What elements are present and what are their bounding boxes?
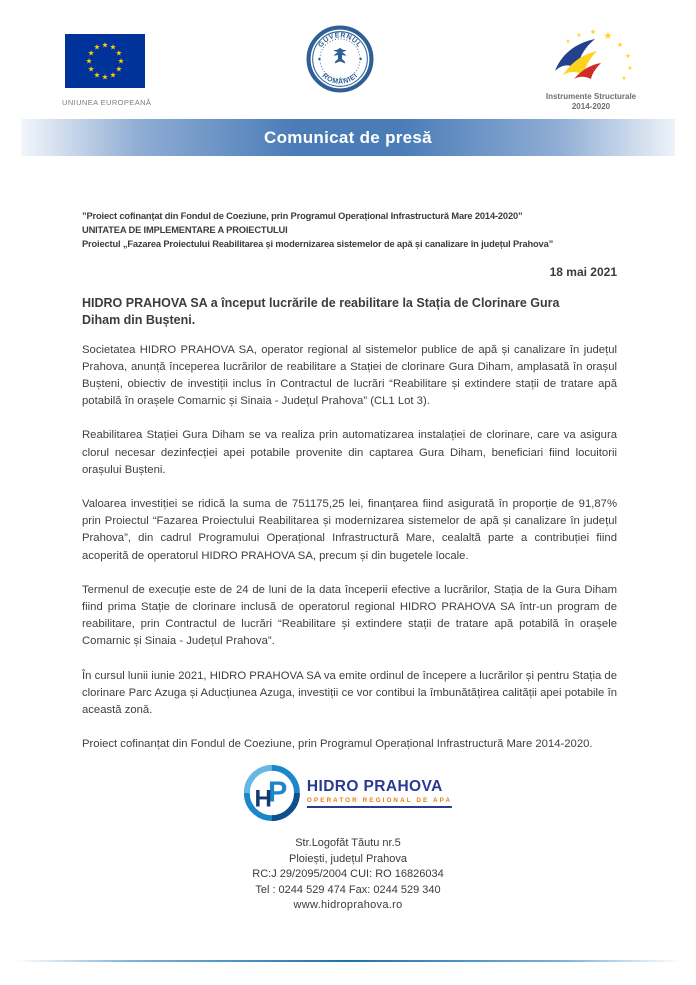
svg-text:★: ★ (109, 70, 117, 80)
press-release-banner (21, 119, 675, 156)
svg-text:★: ★ (87, 48, 95, 58)
svg-text:★: ★ (93, 42, 101, 52)
structural-instruments-label: Instrumente Structurale (545, 92, 637, 101)
paragraph-2: Reabilitarea Stației Gura Diham se va realiza prin automatizarea instalației de clorinare, care va asigura clorul necesar dezinfecției apei potabile provenite din captarea Gura Diham, beneficiari fiind locuitorii orașului Bușteni. (82, 429, 617, 476)
government-seal-logo (306, 25, 374, 93)
seal-bottom-text: ROMÂNIEI (320, 72, 360, 86)
svg-text:★: ★ (603, 31, 613, 42)
svg-text:★: ★ (621, 76, 627, 82)
contact-registration: RC:J 29/2095/2004 CUI: RO 16826034 (252, 868, 444, 881)
monogram-h: H (254, 785, 272, 813)
contact-phone-fax: Tel : 0244 529 474 Fax: 0244 529 340 (255, 883, 441, 896)
svg-text:★: ★ (565, 39, 571, 45)
eu-flag-icon (65, 34, 145, 88)
svg-text:★: ★ (85, 56, 93, 66)
intro-line-1: ”Proiect cofinanțat din Fondul de Coeziune, prin Programul Operațional Infrastructură Mare 2014-2020” (82, 211, 523, 221)
project-intro-block (82, 209, 617, 252)
banner-title: Comunicat de presă (264, 127, 432, 147)
company-tagline: OPERATOR REGIONAL DE APA (307, 797, 452, 808)
structural-instruments-logo (535, 25, 647, 112)
eu-flag-label: UNIUNEA EUROPEANĂ (62, 98, 152, 107)
svg-text:★: ★ (87, 64, 95, 74)
svg-text:★: ★ (115, 64, 123, 74)
hidro-prahova-icon (244, 765, 300, 821)
svg-text:★: ★ (616, 41, 624, 49)
monogram-p: P (268, 776, 288, 809)
svg-text:★: ★ (115, 48, 123, 58)
footer-divider (14, 960, 682, 962)
svg-text:★: ★ (101, 72, 109, 82)
svg-text:★: ★ (109, 42, 117, 52)
paragraph-3: Valoarea investiției se ridică la suma de 751175,25 lei, finanțarea fiind asigurată în proporție de 91,87% prin Proiectul “Fazarea Proiectului Reabilitarea și modernizarea sistemelor de apă și canalizare în județul Prahova”, din cadrul Programului Operațional Infrastructură Mare, cealaltă parte a contribuției fiind acoperită de operatorul HIDRO PRAHOVA SA, precum și din bugetele locale. (82, 498, 617, 562)
contact-street: Str.Logofăt Tăutu nr.5 (295, 837, 401, 849)
government-seal-icon (306, 25, 374, 93)
release-date: 18 mai 2021 (549, 264, 617, 279)
svg-text:★: ★ (627, 65, 633, 72)
hidro-prahova-logo (244, 765, 452, 821)
svg-text:★: ★ (117, 56, 125, 66)
svg-text:★: ★ (101, 40, 109, 50)
website-link[interactable]: www.hidroprahova.ro (293, 899, 403, 912)
eu-flag-logo (62, 34, 152, 107)
svg-text:★: ★ (589, 28, 597, 36)
contact-block (0, 836, 696, 914)
intro-line-3: Proiectul „Fazarea Proiectului Reabilitarea și modernizarea sistemelor de apă și canalizare în județul Prahova” (82, 239, 554, 250)
document-body (82, 209, 617, 753)
contact-city: Ploiești, județul Prahova (288, 852, 407, 865)
svg-text:★: ★ (93, 70, 101, 80)
paragraph-6: Proiect cofinanțat din Fondul de Coeziune, prin Programul Operațional Infrastructură Mare 2014-2020. (82, 738, 593, 751)
seal-top-text: GUVERNUL (317, 32, 363, 50)
paragraph-4: Termenul de execuție este de 24 de luni de la data începerii efective a lucrărilor, Stația de la Gura Diham fiind prima Stație de clorinare inclusă de operatorul regional HIDRO PRAHOVA SA într-un program de reabilitare, prin Contractul de lucrări “Reabilitare și extindere stații de tratare apă potabilă în orașele Comarnic și Sinaia - Județul Prahova”. (82, 583, 617, 648)
structural-instruments-years: 2014-2020 (571, 102, 611, 111)
intro-line-2: UNITATEA DE IMPLEMENTARE A PROIECTULUI (82, 225, 288, 236)
company-name: HIDRO PRAHOVA (306, 778, 443, 795)
structural-instruments-icon (541, 25, 641, 85)
paragraph-1: Societatea HIDRO PRAHOVA SA, operator regional al sistemelor publice de apă și canalizare în județul Prahova, anunță începerea lucrărilor de reabilitare a Stației de clorinare Gura Diham, amplasată în orașul Bușteni, obiectiv de investiții inclus în Contractul de lucrări “Reabilitare și extindere stații de tratare apă potabilă în orașele Comarnic și Sinaia - Județul Prahova” (CL1 Lot 3). (82, 343, 617, 408)
svg-text:★: ★ (625, 52, 631, 60)
svg-text:★: ★ (576, 32, 582, 39)
paragraph-5: În cursul lunii iunie 2021, HIDRO PRAHOVA SA va emite ordinul de începere a lucrărilor și pentru Stația de clorinare Parc Azuga și Aducțiunea Azuga, investiții ce vor contibui la îmbunătățirea calității apei potabile în această zonă. (82, 669, 617, 717)
document-heading: HIDRO PRAHOVA SA a început lucrările de reabilitare la Stația de Clorinare Gura Diham din Bușteni. (82, 295, 560, 327)
